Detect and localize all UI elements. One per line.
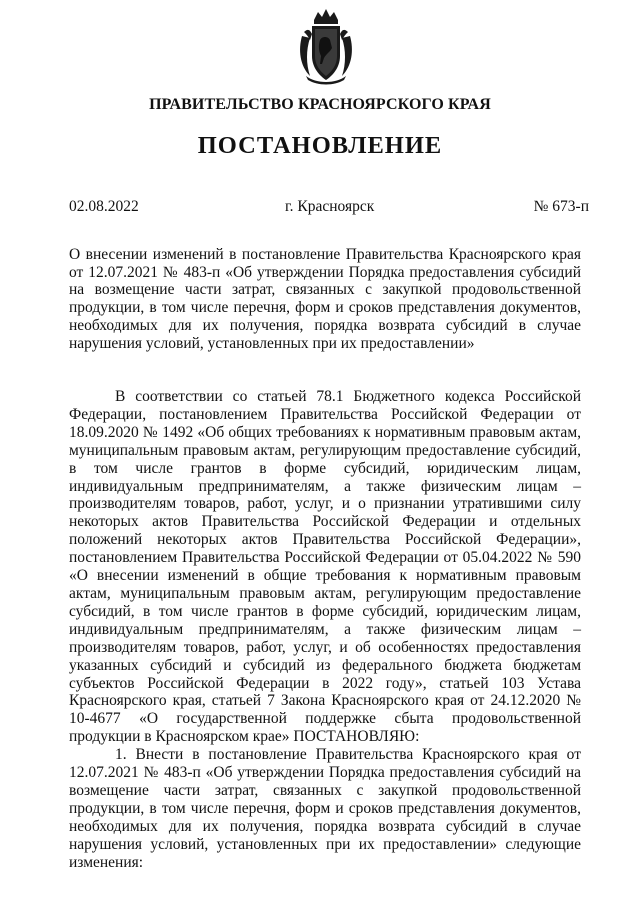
document-city: г. Красноярск [285,198,375,215]
document-body [69,388,581,871]
document-meta-row [69,198,589,218]
government-name: ПРАВИТЕЛЬСТВО КРАСНОЯРСКОГО КРАЯ [149,96,491,113]
document-number: № 673-п [533,198,589,215]
document-subject: О внесении изменений в постановление Правительства Красноярского края от 12.07.2021 № 483-п «Об утверждении Порядка предоставления субсидий на возмещение части затрат, связанных с закупкой продовольственной продукции, в том числе перечня, форм и сроков представления документов, необходимых для их получения, порядка возврата субсидий в случае нарушения условий, установленных при их предоставлении» [69,246,581,352]
item-1-paragraph: 1. Внести в постановление Правительства Красноярского края от 12.07.2021 № 483-п «Об утверждении Порядка предоставления субсидий на возмещение части затрат, связанных с закупкой продовольственной продукции, в том числе перечня, форм и сроков представления документов, необходимых для их получения, порядка возврата субсидий в случае нарушения условий, установленных при их предоставлении» следующие изменения: [69,746,581,871]
document-date: 02.08.2022 [69,198,139,215]
preamble-paragraph: В соответствии со статьей 78.1 Бюджетного кодекса Российской Федерации, постановлением Правительства Российской Федерации от 18.09.2020 № 1492 «Об общих требованиях к нормативным правовым актам, муниципальным правовым актам, регулирующим предоставление субсидий, в том числе грантов в форме субсидий, юридическим лицам, индивидуальным предпринимателям, а также физическим лицам – производителям товаров, работ, услуг, и о признании утратившими силу некоторых актов Правительства Российской Федерации и отдельных положений некоторых актов Правительства Российской Федерации», постановлением Правительства Российской Федерации от 05.04.2022 № 590 «О внесении изменений в общие требования к нормативным правовым актам, муниципальным правовым актам, регулирующим предоставление субсидий, в том числе грантов в форме субсидий, юридическим лицам, индивидуальным предпринимателям, а также физическим лицам – производителям товаров, работ, услуг, и об особенностях предоставления указанных субсидий и субсидий из федерального бюджета бюджетам субъектов Российской Федерации в 2022 году», статьей 103 Устава Красноярского края, статьей 7 Закона Красноярского края от 24.12.2020 № 10-4677 «О государственной поддержке сбыта продовольственной продукции в Красноярском крае» ПОСТАНОВЛЯЮ: [69,388,581,746]
coat-of-arms-icon [296,6,356,86]
document-type-title: ПОСТАНОВЛЕНИЕ [197,132,443,159]
